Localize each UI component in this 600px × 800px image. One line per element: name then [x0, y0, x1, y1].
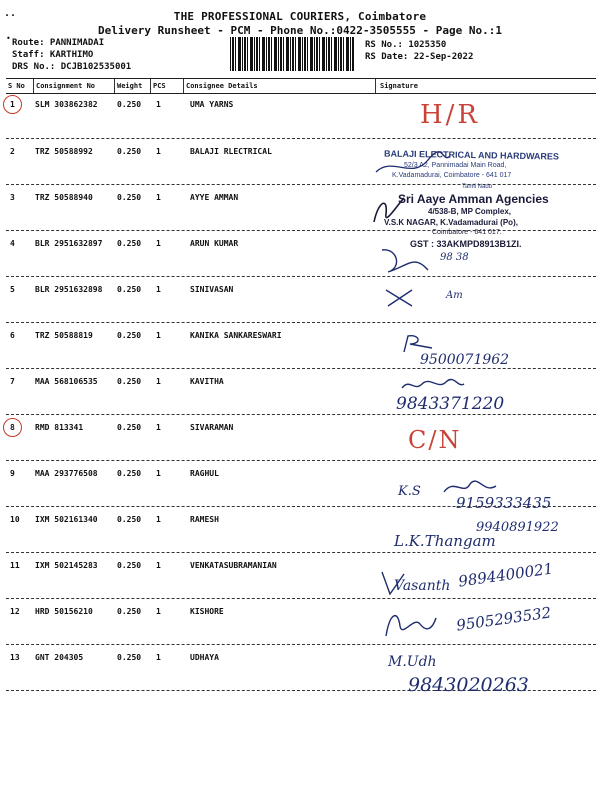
stamp-name: BALAJI ELECTRICAL AND HARDWARES: [383, 148, 560, 162]
corner-mark: •: [6, 34, 11, 43]
row-divider: [6, 368, 596, 369]
row-sno: 7: [10, 377, 15, 386]
row-pcs: 1: [156, 469, 161, 478]
row-pcs: 1: [156, 653, 161, 662]
rs-number: RS No.: 1025350: [365, 40, 447, 50]
row-weight: 0.250: [117, 377, 142, 386]
phone-row-7: 9843371220: [396, 394, 505, 414]
col-pcs: PCS: [153, 82, 166, 90]
col-consignment: Consignment No: [36, 82, 96, 90]
row-consignment: RMD 813341: [35, 423, 84, 432]
rs-date: RS Date: 22-Sep-2022: [365, 52, 474, 62]
row-consignee: AYYE AMMAN: [190, 193, 239, 202]
row-weight: 0.250: [117, 147, 142, 156]
row-weight: 0.250: [117, 469, 142, 478]
row-consignee: RAMESH: [190, 515, 219, 524]
row-pcs: 1: [156, 239, 161, 248]
signature-row-8: C/N: [408, 426, 462, 454]
signature-row-11: Vasanth: [394, 578, 451, 594]
col-sno: S No: [8, 82, 25, 90]
row-consignment: IXM 502145283: [35, 561, 98, 570]
row-divider: [6, 460, 596, 461]
route-label: Route: PANNIMADAI: [12, 38, 105, 48]
row-divider: [6, 598, 596, 599]
signature-row-7: [398, 376, 468, 396]
row-weight: 0.250: [117, 285, 142, 294]
stamp-state: Tamil Nadu: [462, 184, 493, 190]
row-consignee: VENKATASUBRAMANIAN: [190, 561, 277, 570]
row-consignment: GNT 204305: [35, 653, 84, 662]
column-divider: [150, 79, 151, 93]
stamp-address: Coimbatore - 641 017.: [432, 229, 502, 236]
row-sno: 3: [10, 193, 15, 202]
row-sno: 12: [10, 607, 20, 616]
row-consignment: MAA 293776508: [35, 469, 98, 478]
row-pcs: 1: [156, 423, 161, 432]
row-consignment: HRD 50156210: [35, 607, 93, 616]
document-title: THE PROFESSIONAL COURIERS, Coimbatore: [173, 10, 427, 23]
signature-row-1: H/R: [420, 100, 481, 130]
row-consignment: TRZ 50588819: [35, 331, 93, 340]
row-divider: [6, 230, 596, 231]
row-consignee: SINIVASAN: [190, 285, 234, 294]
row-weight: 0.250: [117, 561, 142, 570]
phone-row-13: 9843020263: [408, 674, 529, 696]
stamp-address: 4/538-B, MP Complex,: [428, 207, 511, 216]
barcode: [230, 37, 355, 71]
row-consignee: KAVITHA: [190, 377, 224, 386]
row-weight: 0.250: [117, 653, 142, 662]
col-signature: Signature: [380, 82, 418, 90]
row-divider: [6, 184, 596, 185]
signature-row-10: L.K.Thangam: [394, 532, 496, 550]
corner-mark: ..: [4, 8, 17, 19]
row-pcs: 1: [156, 147, 161, 156]
row-consignment: BLR 2951632898: [35, 285, 103, 294]
row-consignment: SLM 303862382: [35, 100, 98, 109]
document-subtitle: Delivery Runsheet - PCM - Phone No.:0422-3505555 - Page No.:1: [98, 24, 502, 37]
table-top-rule: [6, 78, 596, 79]
row-weight: 0.250: [117, 239, 142, 248]
row-consignee: ARUN KUMAR: [190, 239, 239, 248]
column-divider: [183, 79, 184, 93]
column-divider: [375, 79, 376, 93]
scribble-row-11: [378, 568, 408, 598]
col-consignee: Consignee Details: [186, 82, 258, 90]
stamp-address: V.S.K NAGAR, K.Vadamadurai (Po),: [384, 218, 518, 227]
row-sno: 4: [10, 239, 15, 248]
row-divider: [6, 552, 596, 553]
row-sno: 6: [10, 331, 15, 340]
row-consignment: MAA 568106535: [35, 377, 98, 386]
note-row-5: Am: [446, 290, 463, 301]
row-weight: 0.250: [117, 331, 142, 340]
stamp-address: K.Vadamadurai, Coimbatore - 641 017: [392, 172, 512, 179]
signature-row-2: [372, 150, 452, 184]
row-consignment: TRZ 50588992: [35, 147, 93, 156]
drs-number: DRS No.: DCJB102535001: [12, 62, 132, 72]
header-bottom-rule: [6, 93, 596, 94]
column-divider: [33, 79, 34, 93]
row-consignment: BLR 2951632897: [35, 239, 103, 248]
row-consignee: BALAJI RLECTRICAL: [190, 147, 272, 156]
staff-label: Staff: KARTHIMO: [12, 50, 94, 60]
row-pcs: 1: [156, 331, 161, 340]
row-consignee: SIVARAMAN: [190, 423, 234, 432]
row-sno: 8: [10, 423, 15, 432]
column-divider: [114, 79, 115, 93]
row-sno: 1: [10, 100, 15, 109]
row-consignee: UDHAYA: [190, 653, 219, 662]
row-consignee: UMA YARNS: [190, 100, 234, 109]
row-consignee: RAGHUL: [190, 469, 219, 478]
row-pcs: 1: [156, 607, 161, 616]
phone-row-11: 9894400021: [457, 559, 555, 591]
stamp-address: 52/3 A2, Pannimadai Main Road,: [404, 162, 507, 169]
row-weight: 0.250: [117, 607, 142, 616]
row-pcs: 1: [156, 515, 161, 524]
signature-row-4: [378, 244, 438, 278]
circle-mark: [3, 95, 22, 114]
row-consignee: KISHORE: [190, 607, 224, 616]
col-weight: Weight: [117, 82, 143, 90]
stamp-gst: GST : 33AKMPD8913B1ZI.: [410, 239, 522, 249]
circle-mark: [3, 418, 22, 437]
row-weight: 0.250: [117, 100, 142, 109]
row-divider: [6, 322, 596, 323]
row-weight: 0.250: [117, 515, 142, 524]
phone-row-9: 9159333435: [456, 494, 552, 512]
phone-note-row-4: 98 38: [440, 252, 469, 263]
row-pcs: 1: [156, 561, 161, 570]
signature-row-5: [382, 284, 422, 312]
phone-row-6: 9500071962: [420, 352, 510, 368]
row-weight: 0.250: [117, 423, 142, 432]
row-divider: [6, 138, 596, 139]
row-divider: [6, 644, 596, 645]
phone-row-10: 9940891922: [476, 520, 559, 535]
row-divider: [6, 414, 596, 415]
row-weight: 0.250: [117, 193, 142, 202]
row-sno: 10: [10, 515, 20, 524]
signature-row-13: M.Udh: [388, 654, 437, 670]
signature-row-12: [380, 606, 440, 642]
row-sno: 9: [10, 469, 15, 478]
phone-row-12: 9505293532: [455, 603, 553, 635]
row-divider: [6, 276, 596, 277]
row-consignment: IXM 502161340: [35, 515, 98, 524]
row-pcs: 1: [156, 193, 161, 202]
row-consignment: TRZ 50588940: [35, 193, 93, 202]
signature-row-9: K.S: [398, 484, 421, 499]
row-pcs: 1: [156, 285, 161, 294]
row-sno: 11: [10, 561, 20, 570]
row-sno: 2: [10, 147, 15, 156]
row-sno: 5: [10, 285, 15, 294]
row-pcs: 1: [156, 377, 161, 386]
row-consignee: KANIKA SANKARESWARI: [190, 331, 282, 340]
signature-row-3: [368, 192, 408, 228]
row-sno: 13: [10, 653, 20, 662]
stamp-name: Sri Aaye Amman Agencies: [398, 192, 549, 206]
row-pcs: 1: [156, 100, 161, 109]
